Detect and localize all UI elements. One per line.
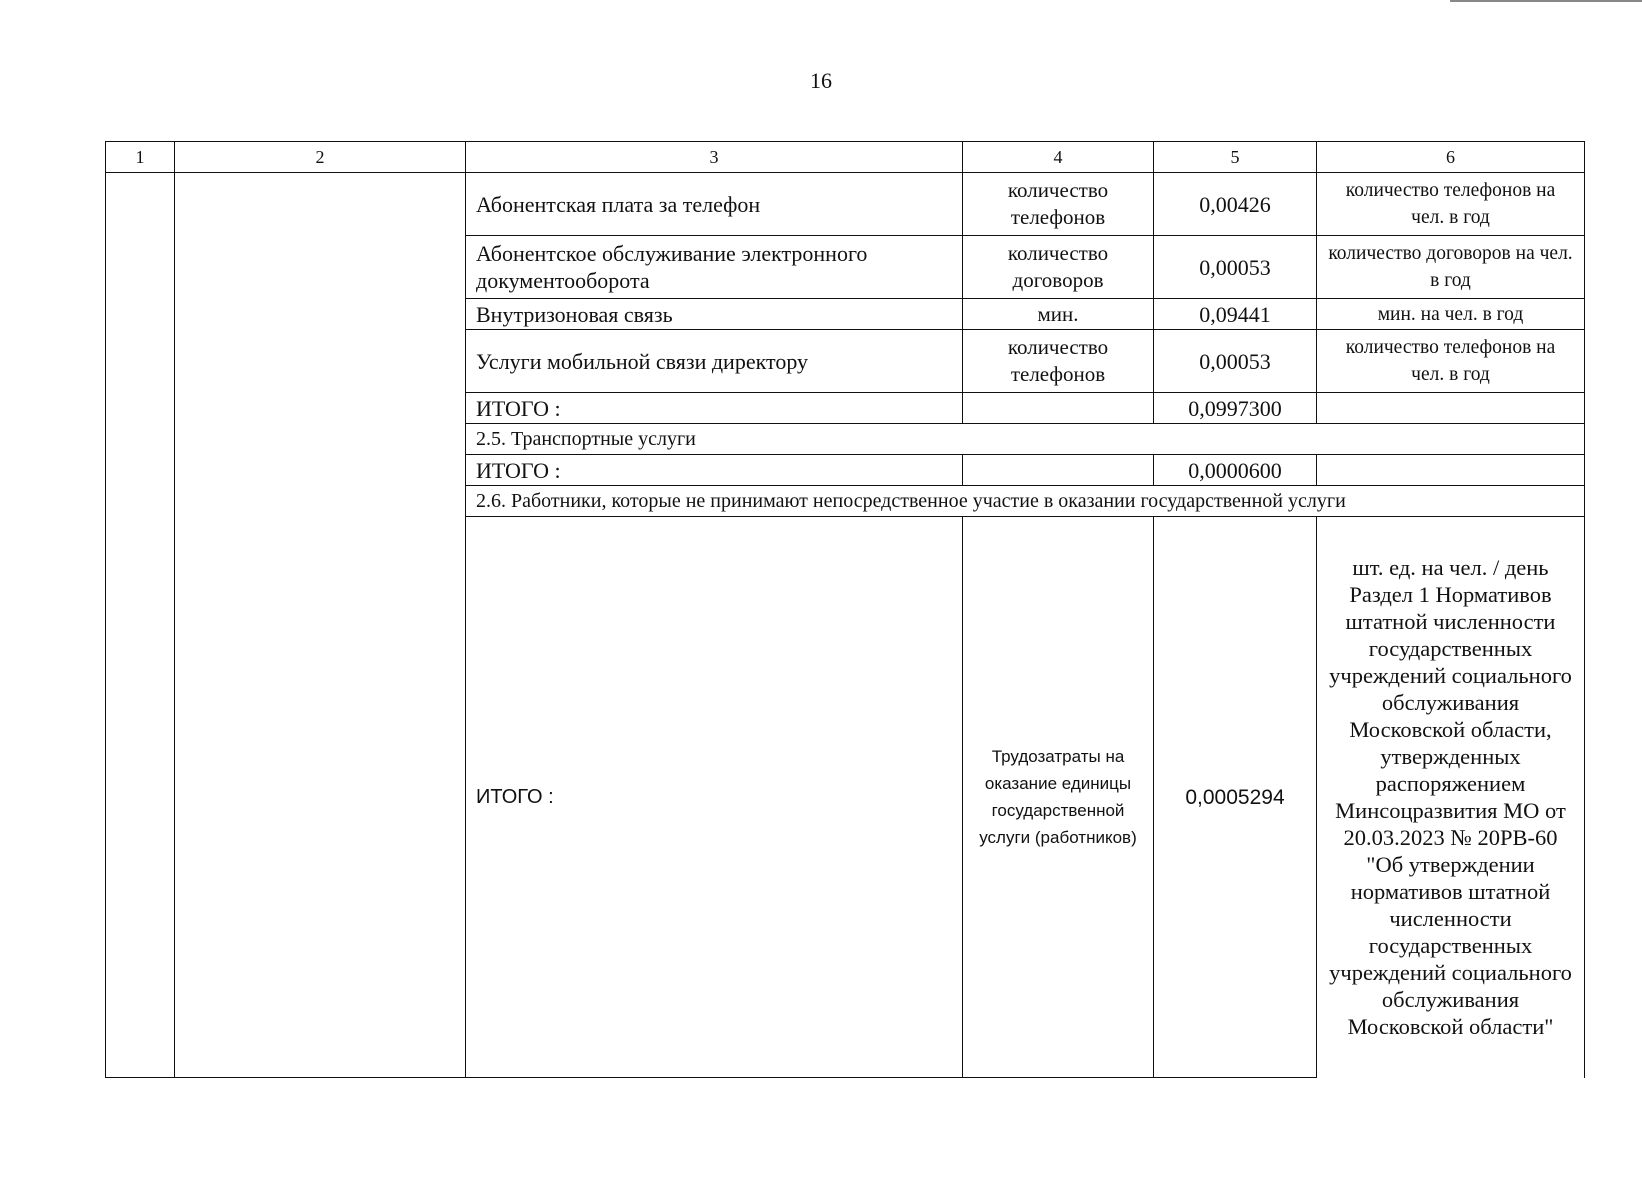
total-label: ИТОГО : (466, 517, 963, 1078)
total-basis-empty (1317, 455, 1585, 486)
total-value: 0,0000600 (1154, 455, 1317, 486)
col1-cell (106, 173, 175, 1078)
row-value: 0,00053 (1154, 236, 1317, 299)
col2-cell (175, 173, 466, 1078)
total-basis-empty (1317, 393, 1585, 424)
row-name: Абонентское обслуживание электронного документооборота (466, 236, 963, 299)
row-value: 0,09441 (1154, 299, 1317, 330)
row-basis: количество телефонов на чел. в год (1317, 173, 1585, 236)
row-name: Абонентская плата за телефон (466, 173, 963, 236)
row-unit: количество договоров (963, 236, 1154, 299)
section-heading: 2.6. Работники, которые не принимают непосредственное участие в оказании государственной услуги (466, 486, 1585, 517)
total-value: 0,0997300 (1154, 393, 1317, 424)
total-unit-empty (963, 455, 1154, 486)
header-col-2: 2 (175, 142, 466, 173)
row-name: Внутризоновая связь (466, 299, 963, 330)
section-heading: 2.5. Транспортные услуги (466, 424, 1585, 455)
page-number: 16 (810, 68, 832, 93)
row-basis: количество телефонов на чел. в год (1317, 330, 1585, 393)
total-value: 0,0005294 (1154, 517, 1317, 1078)
header-col-3: 3 (466, 142, 963, 173)
total-basis: шт. ед. на чел. / день Раздел 1 Нормативов штатной численности государственных учреждений социального обслуживания Московской области, утвержденных распоряжением Минсоцразвития МО от 20.03.2023 № 20РВ-60 "Об утверждении нормативов штатной численности государственных учреждений социального обслуживания Московской области" (1317, 517, 1585, 1078)
header-col-6: 6 (1317, 142, 1585, 173)
norms-table (105, 141, 1585, 1078)
row-unit: количество телефонов (963, 173, 1154, 236)
total-label: ИТОГО : (466, 393, 963, 424)
header-row (106, 142, 1585, 173)
total-unit-empty (963, 393, 1154, 424)
row-basis: количество договоров на чел. в год (1317, 236, 1585, 299)
row-unit: мин. (963, 299, 1154, 330)
row-basis: мин. на чел. в год (1317, 299, 1585, 330)
row-unit: количество телефонов (963, 330, 1154, 393)
total-label: ИТОГО : (466, 455, 963, 486)
header-col-4: 4 (963, 142, 1154, 173)
total-unit: Трудозатраты на оказание единицы государственной услуги (работников) (963, 517, 1154, 1078)
header-col-5: 5 (1154, 142, 1317, 173)
row-name: Услуги мобильной связи директору (466, 330, 963, 393)
header-col-1: 1 (106, 142, 175, 173)
top-edge-rule (1450, 0, 1642, 2)
table-row (106, 173, 1585, 236)
row-value: 0,00053 (1154, 330, 1317, 393)
row-value: 0,00426 (1154, 173, 1317, 236)
